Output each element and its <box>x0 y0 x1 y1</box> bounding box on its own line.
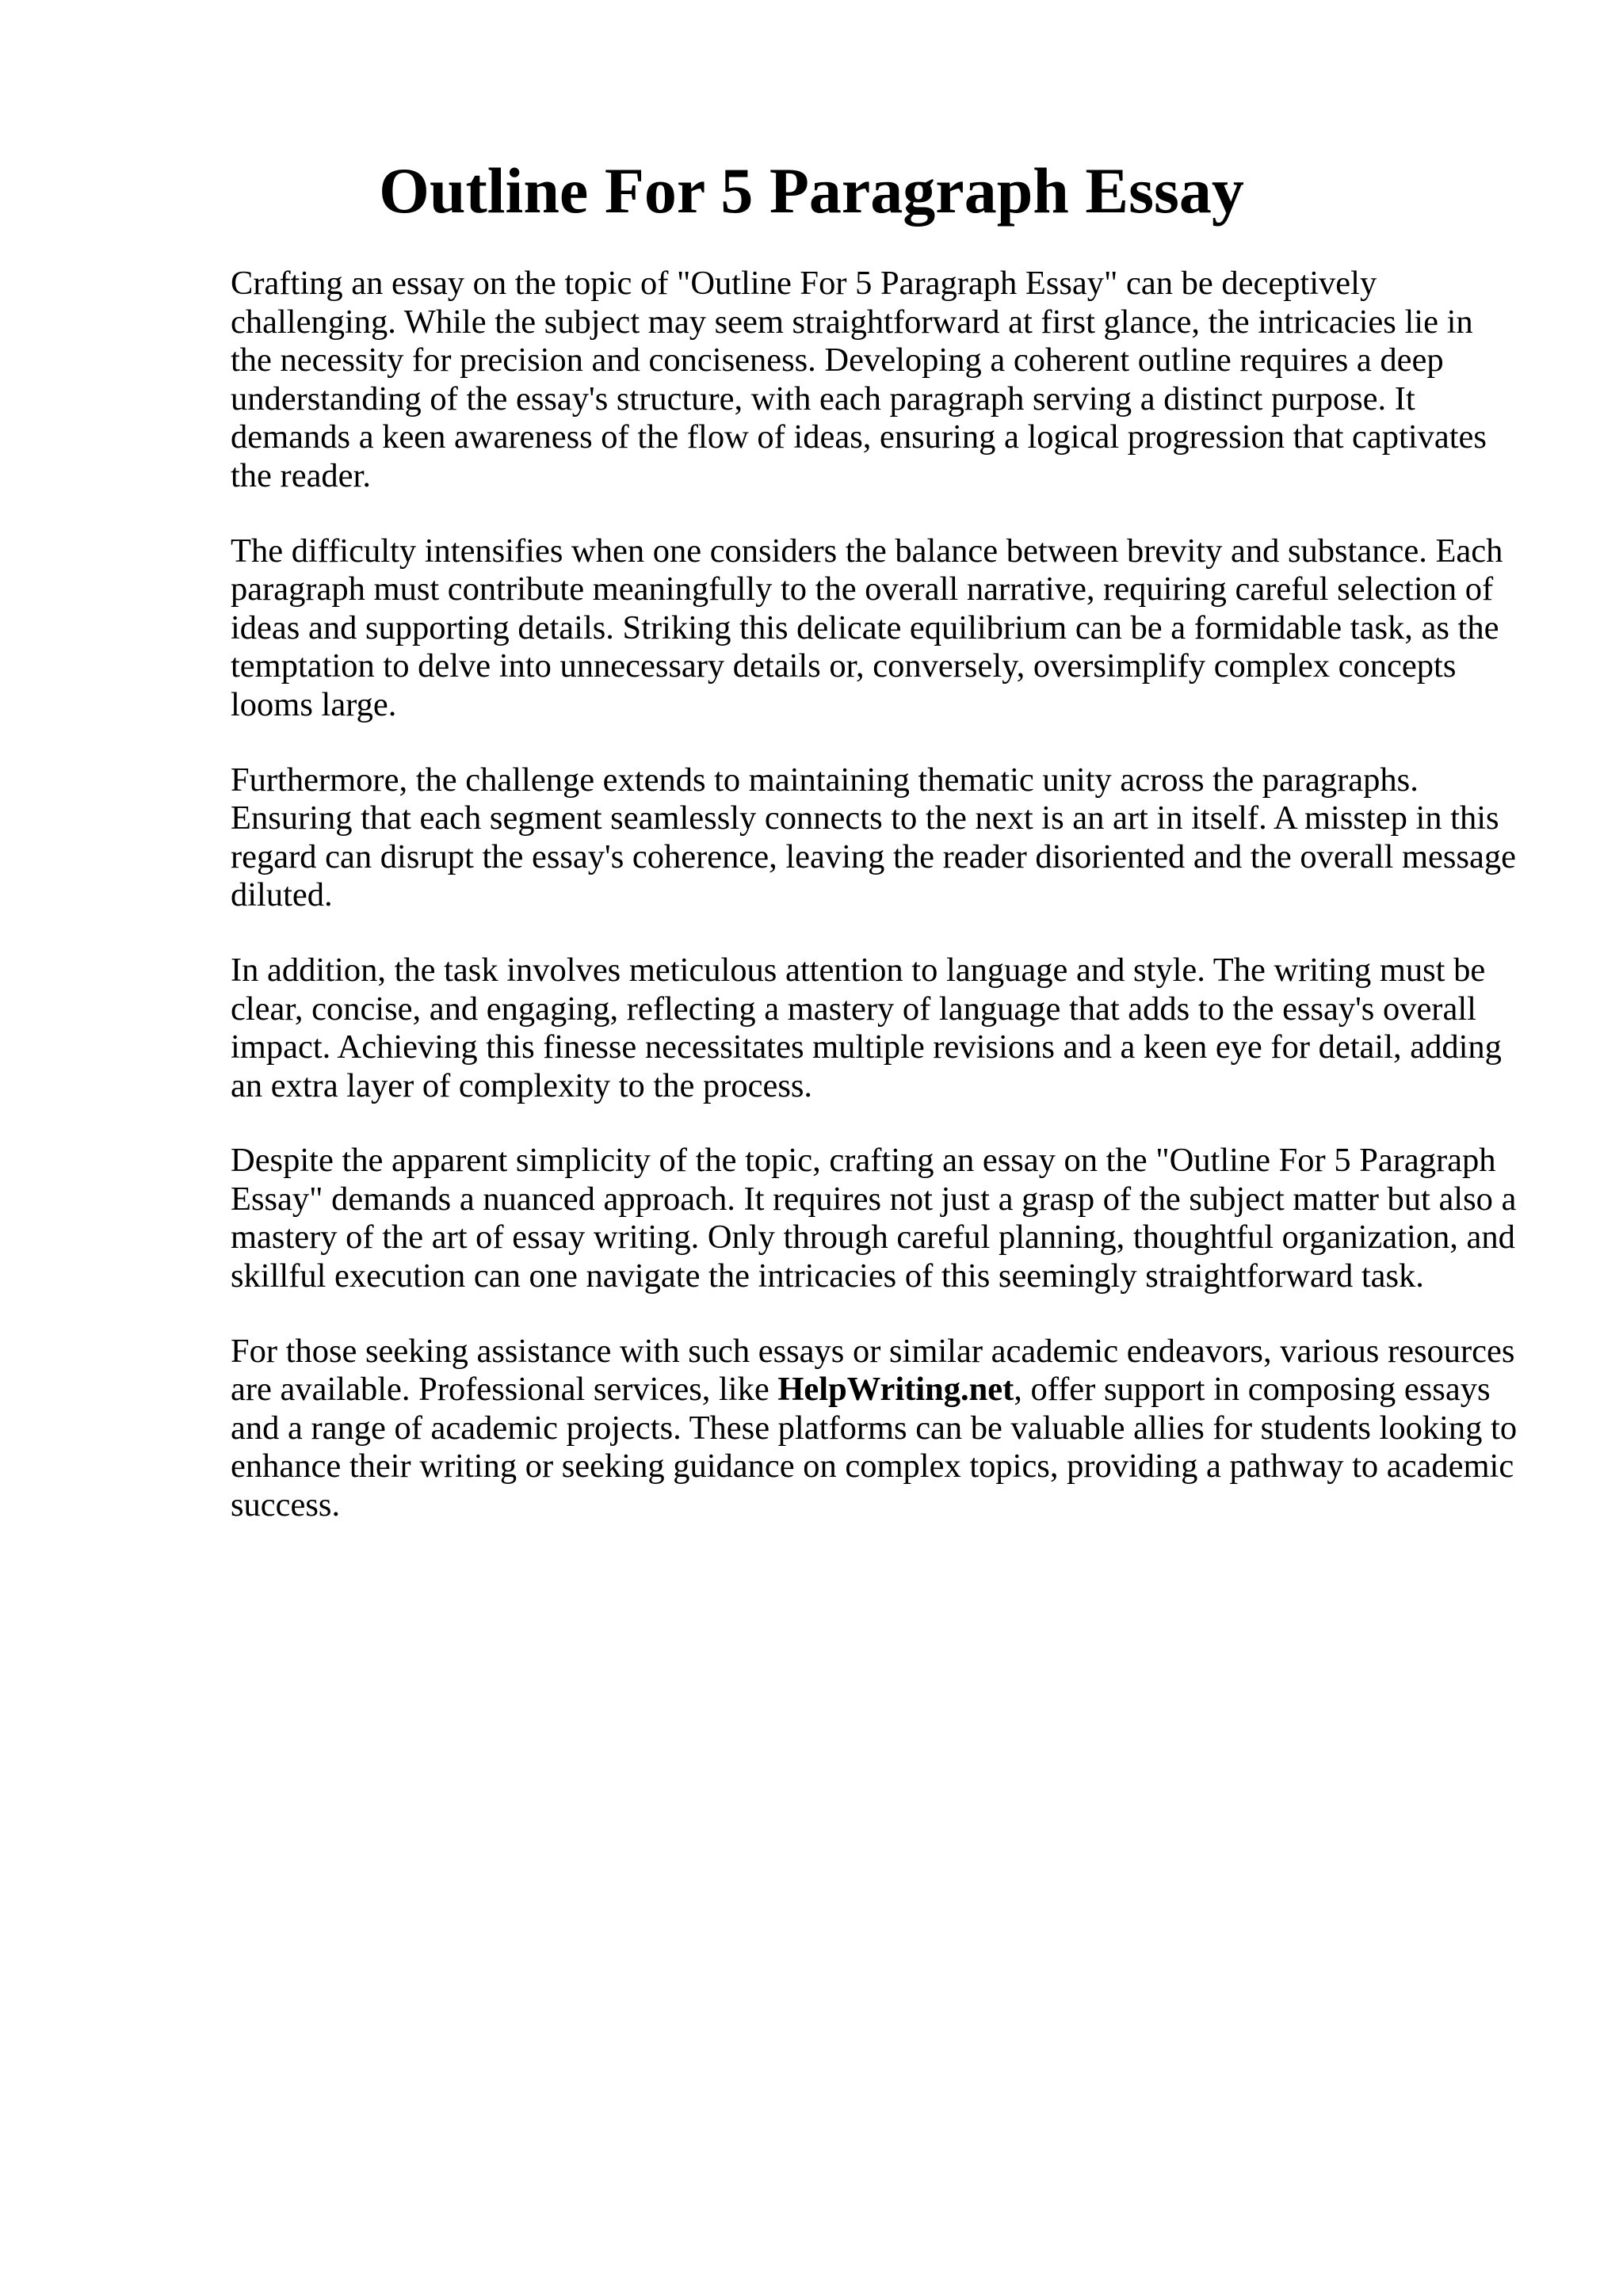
brand-link[interactable]: HelpWriting.net <box>777 1371 1014 1409</box>
paragraph-6-outro: , offer support in composing essays and a range of academic projects. These platforms can be valuable allies for students looking to enhance their writing or seeking guidance on complex topics, providing a pathway to academic success. <box>231 1371 1518 1524</box>
paragraph-5: Despite the apparent simplicity of the topic, crafting an essay on the "Outline For 5 Paragraph Essay" demands a nuanced approach. It requires not just a grasp of the subject matter but also a mastery of the art of essay writing. Only through careful planning, thoughtful organization, and skillful execution can one navigate the intricacies of this seemingly straightforward task. <box>231 1142 1517 1295</box>
paragraph-2: The difficulty intensifies when one considers the balance between brevity and substance. Each paragraph must contribute meaningfully to the overall narrative, requiring careful selection of ideas and supporting details. Striking this delicate equilibrium can be a formidable task, as the temptation to delve into unnecessary details or, conversely, oversimplify complex concepts looms large. <box>231 532 1503 723</box>
page-title: Outline For 5 Paragraph Essay <box>379 154 1244 227</box>
paragraph-1: Crafting an essay on the topic of "Outline For 5 Paragraph Essay" can be deceptively challenging. While the subject may seem straightforward at first glance, the intricacies lie in the necessity for precision and conciseness. Developing a coherent outline requires a deep understanding of the essay's structure, with each paragraph serving a distinct purpose. It demands a keen awareness of the flow of ideas, ensuring a logical progression that captivates the reader. <box>231 265 1487 494</box>
paragraph-6-intro: For those seeking assistance with such essays or similar academic endeavors, various resources are available. Professional services, like <box>231 1332 1515 1409</box>
document-body <box>231 265 1522 1562</box>
paragraph-3: Furthermore, the challenge extends to maintaining thematic unity across the paragraphs. Ensuring that each segment seamlessly connects to the next is an art in itself. A misstep in this regard can disrupt the essay's coherence, leaving the reader disoriented and the overall message diluted. <box>231 761 1516 914</box>
paragraph-4: In addition, the task involves meticulous attention to language and style. The writing must be clear, concise, and engaging, reflecting a mastery of language that adds to the essay's overall impact. Achieving this finesse necessitates multiple revisions and a keen eye for detail, adding an extra layer of complexity to the process. <box>231 951 1502 1104</box>
paragraph-6 <box>231 1333 1522 1525</box>
